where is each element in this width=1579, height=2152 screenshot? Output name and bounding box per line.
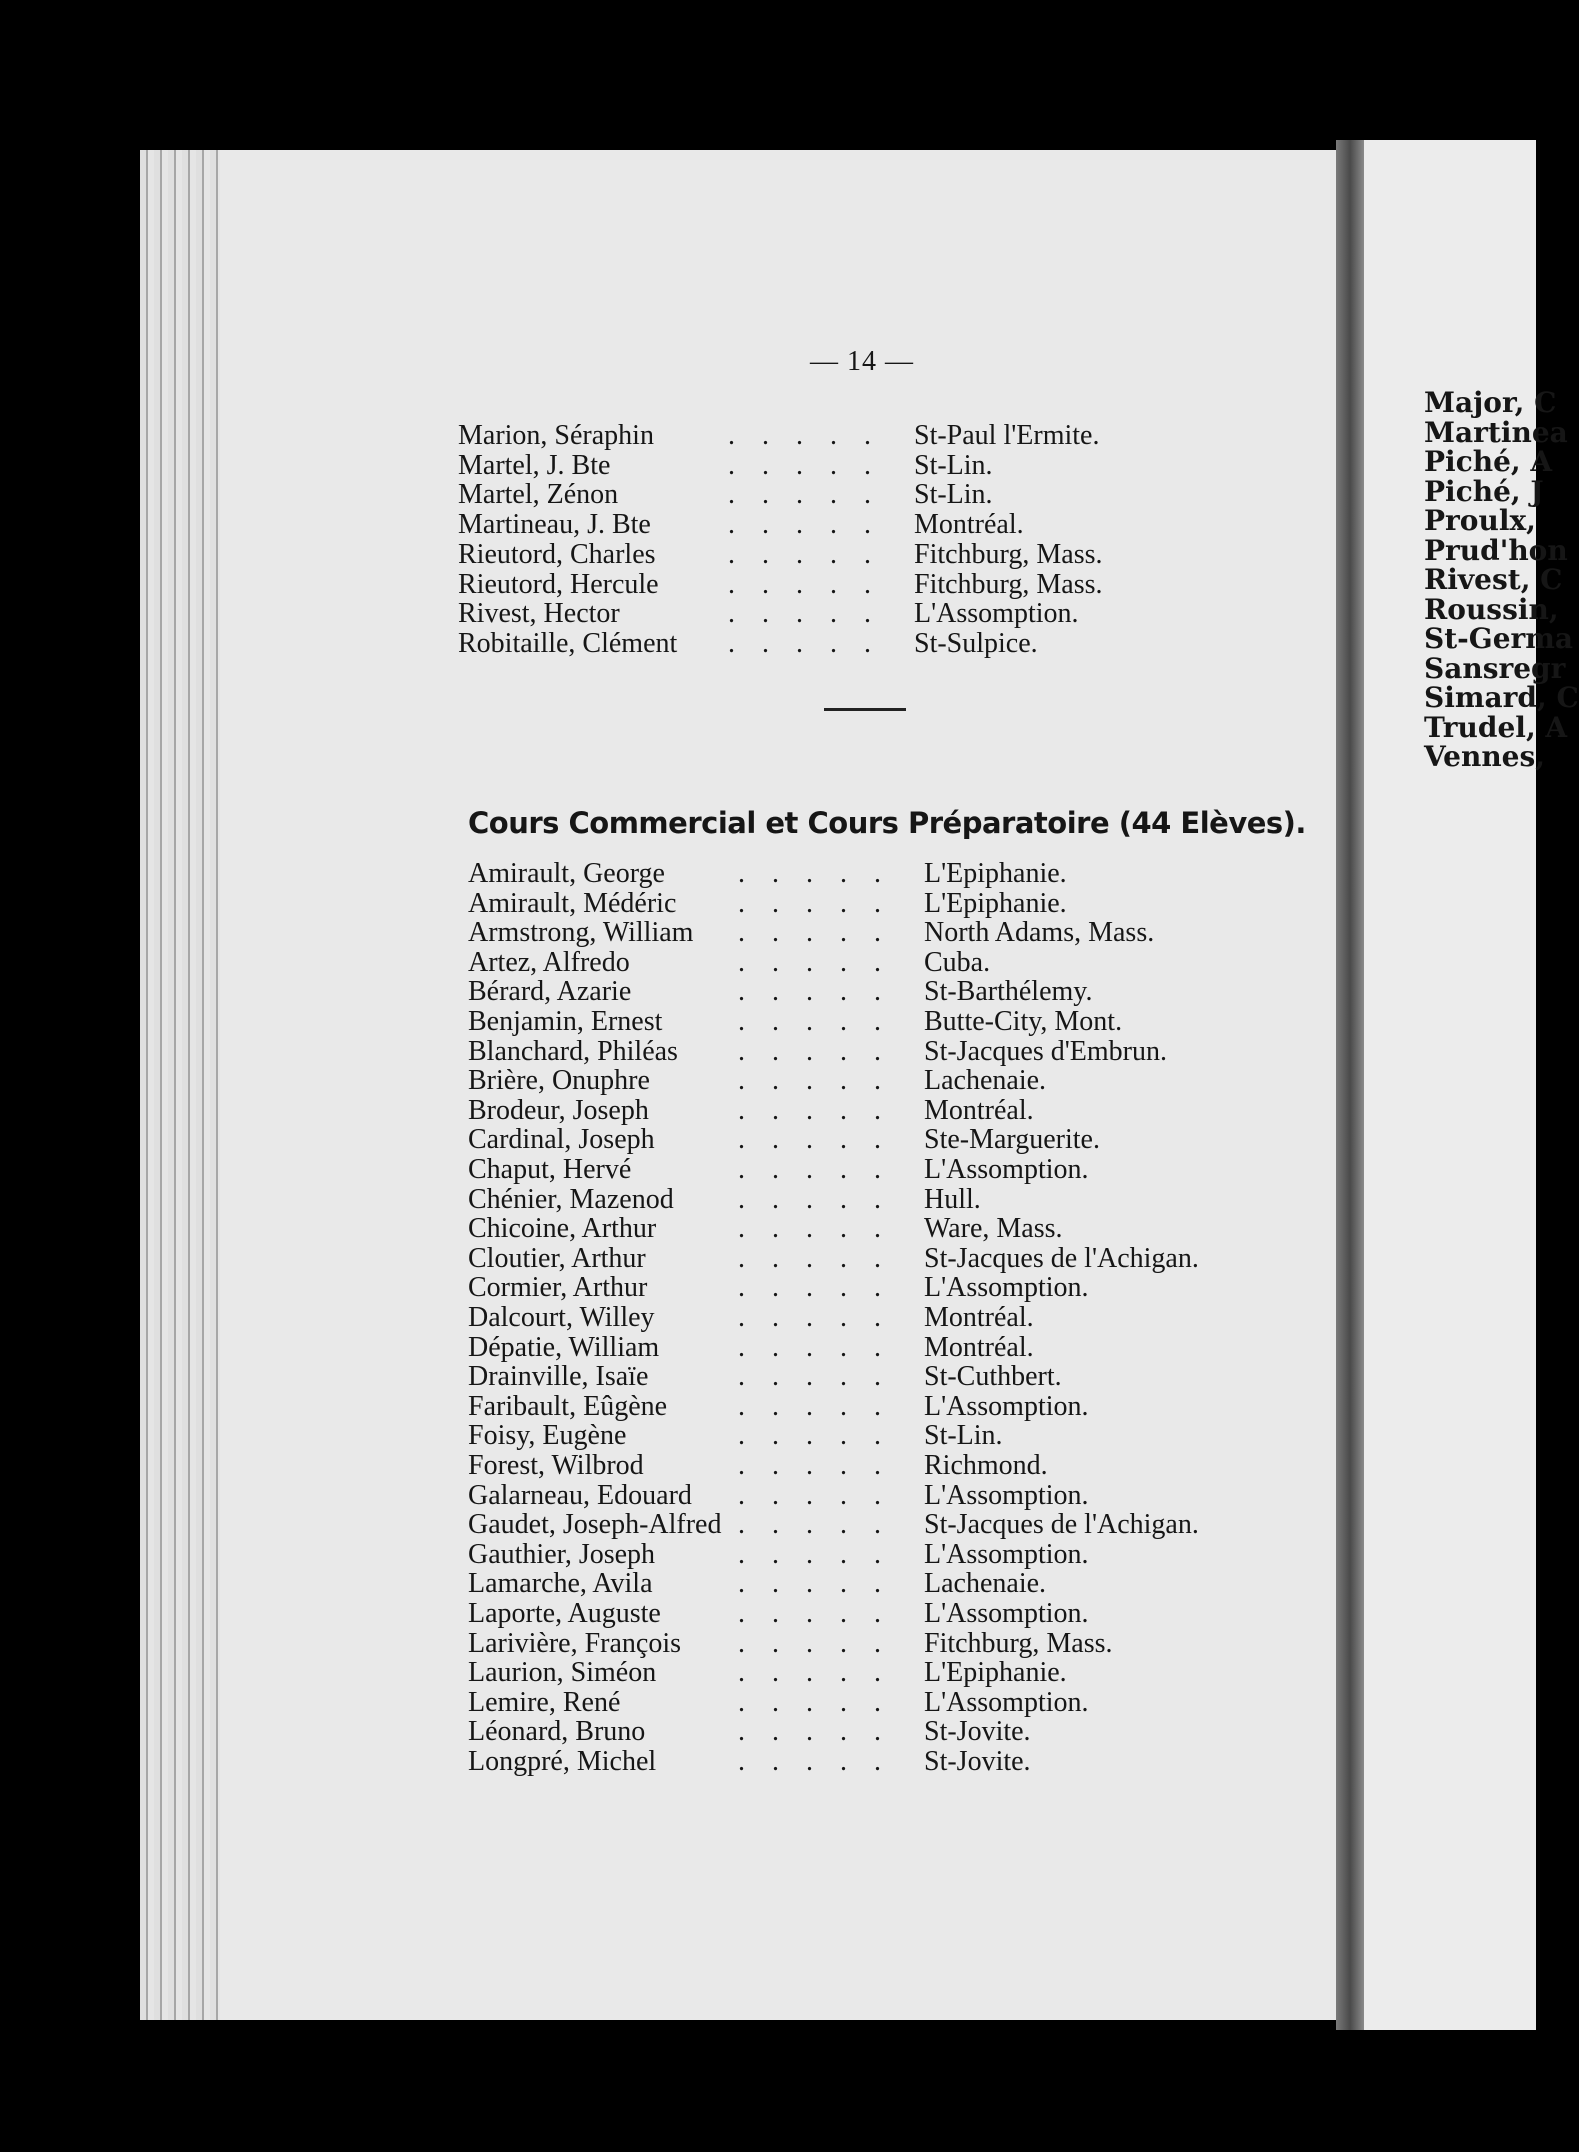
- list-item: [468, 1006, 1268, 1036]
- student-name: Martel, J. Bte: [458, 449, 611, 481]
- student-name: Robitaille, Clément: [458, 627, 678, 659]
- list-item: [468, 917, 1268, 947]
- list-item: [468, 947, 1268, 977]
- list-item: [468, 858, 1268, 888]
- list-item: [458, 479, 1258, 509]
- hometown: L'Assomption.: [924, 1479, 1089, 1511]
- next-page-line: Piché, J: [1424, 474, 1544, 508]
- list-item: [468, 1124, 1268, 1154]
- leader-dots: . . . . .: [738, 1390, 891, 1422]
- leader-dots: . . . . .: [738, 1538, 891, 1570]
- list-item: [458, 569, 1258, 599]
- leader-dots: . . . . .: [728, 509, 881, 541]
- hometown: Lachenaie.: [924, 1065, 1047, 1097]
- leader-dots: . . . . .: [738, 1065, 891, 1097]
- leader-dots: . . . . .: [738, 1686, 891, 1718]
- hometown: Hull.: [924, 1183, 981, 1215]
- student-name: Martel, Zénon: [458, 479, 619, 511]
- student-name: Brodeur, Joseph: [468, 1094, 649, 1126]
- leader-dots: . . . . .: [738, 1213, 891, 1245]
- leader-dots: . . . . .: [738, 1035, 891, 1067]
- student-name: Benjamin, Ernest: [468, 1006, 663, 1037]
- student-name: Léonard, Bruno: [468, 1716, 646, 1748]
- student-name: Martineau, J. Bte: [458, 509, 651, 541]
- hometown: L'Assomption.: [924, 1686, 1089, 1718]
- list-item: [458, 539, 1258, 569]
- list-item: [468, 888, 1268, 918]
- list-item: [468, 1509, 1268, 1539]
- list-item: [468, 1272, 1268, 1302]
- hometown: L'Assomption.: [924, 1154, 1089, 1185]
- student-name: Gaudet, Joseph-Alfred: [468, 1509, 722, 1541]
- list-item: [468, 976, 1268, 1006]
- hometown: L'Epiphanie.: [924, 887, 1067, 919]
- leader-dots: . . . . .: [728, 449, 881, 481]
- hometown: St-Lin.: [914, 449, 993, 481]
- hometown: Montréal.: [924, 1302, 1034, 1333]
- leader-dots: . . . . .: [738, 1361, 891, 1393]
- list-item: [468, 1243, 1268, 1273]
- leader-dots: . . . . .: [738, 1450, 891, 1481]
- list-item: [468, 1628, 1268, 1658]
- hometown: St-Sulpice.: [914, 627, 1038, 659]
- leader-dots: . . . . .: [738, 858, 891, 889]
- list-item: [468, 1154, 1268, 1184]
- book-gutter: [1336, 140, 1364, 2030]
- student-name: Dépatie, William: [468, 1331, 660, 1363]
- next-page-line: Simard, C: [1424, 681, 1579, 714]
- list-item: [468, 1213, 1268, 1243]
- next-page-line: Sansregr: [1424, 651, 1566, 685]
- hometown: Lachenaie.: [924, 1568, 1047, 1600]
- leader-dots: . . . . .: [728, 627, 881, 659]
- hometown: Fitchburg, Mass.: [924, 1627, 1113, 1659]
- next-page-line: Roussin,: [1424, 592, 1559, 626]
- list-item: [468, 1361, 1268, 1391]
- hometown: St-Paul l'Ermite.: [914, 420, 1100, 451]
- leader-dots: . . . . .: [738, 1242, 891, 1274]
- student-name: Chénier, Mazenod: [468, 1183, 674, 1215]
- hometown: St-Lin.: [924, 1420, 1003, 1452]
- student-name: Gauthier, Joseph: [468, 1538, 656, 1570]
- leader-dots: . . . . .: [738, 1420, 891, 1452]
- student-name: Amirault, George: [468, 858, 665, 889]
- list-item: [468, 1302, 1268, 1332]
- next-page-line: Vennes,: [1424, 740, 1546, 773]
- section-divider: [824, 708, 906, 711]
- list-item: [468, 1391, 1268, 1421]
- leader-dots: . . . . .: [738, 1302, 891, 1333]
- hometown: St-Jacques d'Embrun.: [924, 1035, 1168, 1067]
- hometown: L'Assomption.: [924, 1272, 1089, 1304]
- leader-dots: . . . . .: [728, 420, 881, 451]
- list-item: [468, 1746, 1268, 1776]
- student-name: Longpré, Michel: [468, 1746, 657, 1777]
- list-item: [458, 450, 1258, 480]
- hometown: St-Cuthbert.: [924, 1361, 1062, 1393]
- hometown: L'Epiphanie.: [924, 858, 1067, 889]
- leader-dots: . . . . .: [738, 917, 891, 949]
- list-item: [468, 1657, 1268, 1687]
- page-edges: [140, 150, 220, 2020]
- hometown: L'Epiphanie.: [924, 1657, 1067, 1689]
- student-name: Dalcourt, Willey: [468, 1302, 655, 1333]
- hometown: L'Assomption.: [924, 1598, 1089, 1629]
- next-page-line: Martinea: [1424, 415, 1568, 449]
- hometown: L'Assomption.: [924, 1390, 1089, 1422]
- student-name: Marion, Séraphin: [458, 420, 654, 451]
- student-name: Rieutord, Charles: [458, 538, 656, 570]
- leader-dots: . . . . .: [738, 887, 891, 919]
- hometown: St-Jacques de l'Achigan.: [924, 1509, 1199, 1541]
- next-page-line: St-Germa: [1424, 622, 1574, 655]
- list-item: [468, 1480, 1268, 1510]
- hometown: St-Jovite.: [924, 1716, 1031, 1748]
- list-item: [468, 1065, 1268, 1095]
- next-page-line: Trudel, A: [1424, 710, 1568, 744]
- hometown: Ste-Marguerite.: [924, 1124, 1100, 1156]
- leader-dots: . . . . .: [728, 479, 881, 511]
- leader-dots: . . . . .: [738, 1124, 891, 1156]
- hometown: L'Assomption.: [924, 1538, 1089, 1570]
- leader-dots: . . . . .: [738, 1094, 891, 1126]
- hometown: North Adams, Mass.: [924, 917, 1155, 949]
- student-name: Foisy, Eugène: [468, 1420, 627, 1452]
- hometown: St-Jovite.: [924, 1746, 1031, 1777]
- list-item: [458, 598, 1258, 628]
- list-item: [458, 509, 1258, 539]
- student-name: Artez, Alfredo: [468, 946, 630, 978]
- next-page-line: Piché, A: [1424, 445, 1553, 478]
- student-name: Chaput, Hervé: [468, 1154, 632, 1185]
- leader-dots: . . . . .: [738, 1598, 891, 1629]
- leader-dots: . . . . .: [738, 1716, 891, 1748]
- student-name: Laurion, Siméon: [468, 1657, 657, 1689]
- list-item: [468, 1420, 1268, 1450]
- next-page-line: Prud'hon: [1424, 533, 1568, 567]
- student-name: Drainville, Isaïe: [468, 1361, 649, 1393]
- student-name: Forest, Wilbrod: [468, 1450, 644, 1481]
- leader-dots: . . . . .: [728, 538, 881, 570]
- student-name: Rieutord, Hercule: [458, 568, 659, 600]
- list-item: [468, 1598, 1268, 1628]
- leader-dots: . . . . .: [738, 1154, 891, 1185]
- student-name: Lemire, René: [468, 1686, 621, 1718]
- leader-dots: . . . . .: [738, 1272, 891, 1304]
- next-page-line: Rivest, C: [1424, 563, 1563, 596]
- leader-dots: . . . . .: [738, 1627, 891, 1659]
- hometown: Cuba.: [924, 946, 991, 978]
- leader-dots: . . . . .: [728, 568, 881, 600]
- hometown: Fitchburg, Mass.: [914, 568, 1103, 600]
- hometown: Richmond.: [924, 1450, 1048, 1481]
- list-item: [468, 1539, 1268, 1569]
- student-name: Rivest, Hector: [458, 598, 620, 630]
- hometown: St-Lin.: [914, 479, 993, 511]
- leader-dots: . . . . .: [738, 1331, 891, 1363]
- hometown: Montréal.: [914, 509, 1024, 541]
- student-name: Laporte, Auguste: [468, 1598, 661, 1629]
- hometown: L'Assomption.: [914, 598, 1079, 630]
- list-item: [468, 1687, 1268, 1717]
- student-name: Chicoine, Arthur: [468, 1213, 657, 1245]
- list-item: [468, 1332, 1268, 1362]
- student-name: Armstrong, William: [468, 917, 694, 949]
- right-page-fragment: [1364, 140, 1579, 2030]
- leader-dots: . . . . .: [738, 1746, 891, 1777]
- leader-dots: . . . . .: [738, 1509, 891, 1541]
- student-name: Faribault, Eûgène: [468, 1390, 668, 1422]
- next-page-line: Major, C: [1424, 386, 1557, 419]
- list-item: [468, 1036, 1268, 1066]
- leader-dots: . . . . .: [738, 1183, 891, 1215]
- hometown: Fitchburg, Mass.: [914, 538, 1103, 570]
- leader-dots: . . . . .: [738, 976, 891, 1008]
- student-name: Larivière, François: [468, 1627, 682, 1659]
- list-item: [468, 1568, 1268, 1598]
- leader-dots: . . . . .: [738, 946, 891, 978]
- leader-dots: . . . . .: [738, 1568, 891, 1600]
- student-name: Cormier, Arthur: [468, 1272, 648, 1304]
- hometown: Montréal.: [924, 1094, 1034, 1126]
- leader-dots: . . . . .: [738, 1479, 891, 1511]
- hometown: St-Jacques de l'Achigan.: [924, 1242, 1199, 1274]
- next-page-line: Proulx,: [1424, 504, 1536, 537]
- hometown: St-Barthélemy.: [924, 976, 1093, 1008]
- page-number: — 14 —: [810, 346, 914, 377]
- hometown: Montréal.: [924, 1331, 1034, 1363]
- student-name: Amirault, Médéric: [468, 887, 677, 919]
- student-name: Bérard, Azarie: [468, 976, 632, 1008]
- student-name: Cloutier, Arthur: [468, 1242, 646, 1274]
- leader-dots: . . . . .: [738, 1657, 891, 1689]
- list-item: [468, 1184, 1268, 1214]
- hometown: Butte-City, Mont.: [924, 1006, 1123, 1037]
- leader-dots: . . . . .: [738, 1006, 891, 1037]
- list-item: [458, 420, 1258, 450]
- list-item: [468, 1716, 1268, 1746]
- hometown: Ware, Mass.: [924, 1213, 1063, 1245]
- student-name: Cardinal, Joseph: [468, 1124, 655, 1156]
- list-item: [468, 1095, 1268, 1125]
- list-item: [458, 628, 1258, 658]
- student-name: Lamarche, Avila: [468, 1568, 653, 1600]
- leader-dots: . . . . .: [728, 598, 881, 630]
- student-name: Blanchard, Philéas: [468, 1035, 678, 1067]
- list-item: [468, 1450, 1268, 1480]
- student-name: Galarneau, Edouard: [468, 1479, 692, 1511]
- student-name: Brière, Onuphre: [468, 1065, 650, 1097]
- section-heading: Cours Commercial et Cours Préparatoire (44 Elèves).: [468, 806, 1306, 840]
